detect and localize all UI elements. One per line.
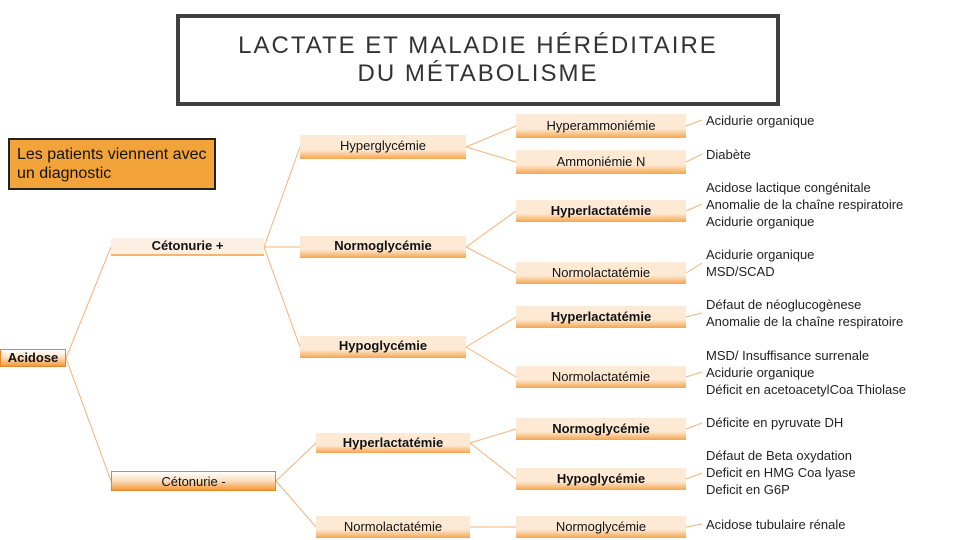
connector (466, 147, 516, 162)
connector (466, 126, 516, 147)
connector (466, 317, 516, 347)
node-ammoniemie-n: Ammoniémie N (516, 150, 686, 174)
result-text (706, 246, 814, 280)
connector (264, 147, 300, 247)
node-normolactatemie-1: Normolactatémie (516, 262, 686, 284)
connector (686, 204, 702, 211)
result-text (706, 516, 845, 533)
result-line: Deficit en G6P (706, 482, 790, 497)
node-normoglycemie: Normoglycémie (300, 236, 466, 258)
connector (686, 120, 702, 126)
connector (686, 524, 702, 527)
result-line: Déficite en pyruvate DH (706, 415, 844, 430)
connector (264, 247, 300, 347)
node-cetonurie-plus: Cétonurie + (111, 238, 264, 256)
node-normoglycemie-right: Normoglycémie (516, 418, 686, 440)
result-text (706, 414, 843, 431)
node-hyperlactatemie-1: Hyperlactatémie (516, 200, 686, 222)
node-hyperlactatemie-mid: Hyperlactatémie (316, 433, 470, 453)
title-box (176, 14, 780, 106)
connector (686, 263, 702, 273)
result-line: Acidurie organique (706, 365, 815, 380)
result-line: Anomalie de la chaîne respiratoire (706, 197, 904, 212)
node-hypoglycemie-right: Hypoglycémie (516, 468, 686, 490)
connector (466, 247, 516, 273)
connector (466, 347, 516, 377)
result-line: Défaut de néoglucogènese (706, 297, 862, 312)
connector (66, 247, 111, 358)
node-normoglycemie-right-2: Normoglycémie (516, 516, 686, 538)
node-hyperglycemie: Hyperglycémie (300, 135, 466, 159)
result-text (706, 296, 903, 330)
title-line-2: DU MÉTABOLISME (357, 60, 599, 87)
result-line: Deficit en HMG Coa lyase (706, 465, 856, 480)
result-line: MSD/SCAD (706, 264, 775, 279)
result-line: Défaut de Beta oxydation (706, 448, 852, 463)
intro-box: Les patients viennent avec un diagnostic (8, 138, 216, 190)
node-normolactatemie-2: Normolactatémie (516, 366, 686, 388)
result-line: Anomalie de la chaîne respiratoire (706, 314, 904, 329)
result-text (706, 112, 814, 129)
node-hypoglycemie: Hypoglycémie (300, 336, 466, 358)
connector (470, 429, 516, 443)
result-line: Déficit en acetoacetylCoa Thiolase (706, 382, 906, 397)
node-normolactatemie-mid: Normolactatémie (316, 516, 470, 538)
node-hyperlactatemie-2: Hyperlactatémie (516, 306, 686, 328)
result-line: Acidose lactique congénitale (706, 180, 871, 195)
connector (686, 154, 702, 162)
result-line: Diabète (706, 147, 751, 162)
result-line: Acidose tubulaire rénale (706, 517, 846, 532)
result-text (706, 347, 906, 398)
connector (470, 443, 516, 479)
connector (686, 372, 702, 377)
connector (66, 358, 111, 481)
connector (466, 211, 516, 247)
result-line: Acidurie organique (706, 214, 815, 229)
result-line: Acidurie organique (706, 247, 815, 262)
node-cetonurie-minus: Cétonurie - (111, 471, 276, 491)
node-acidose: Acidose (0, 349, 66, 367)
title-line-1: LACTATE ET MALADIE HÉRÉDITAIRE (238, 32, 718, 59)
node-hyperammoniemie: Hyperammoniémie (516, 114, 686, 138)
connector (686, 423, 702, 429)
result-text (706, 179, 903, 230)
connector (686, 313, 702, 317)
connector (276, 481, 316, 527)
connector (686, 473, 702, 479)
result-line: Acidurie organique (706, 113, 815, 128)
connector (276, 443, 316, 481)
result-text (706, 447, 856, 498)
result-line: MSD/ Insuffisance surrenale (706, 348, 870, 363)
result-text (706, 146, 751, 163)
